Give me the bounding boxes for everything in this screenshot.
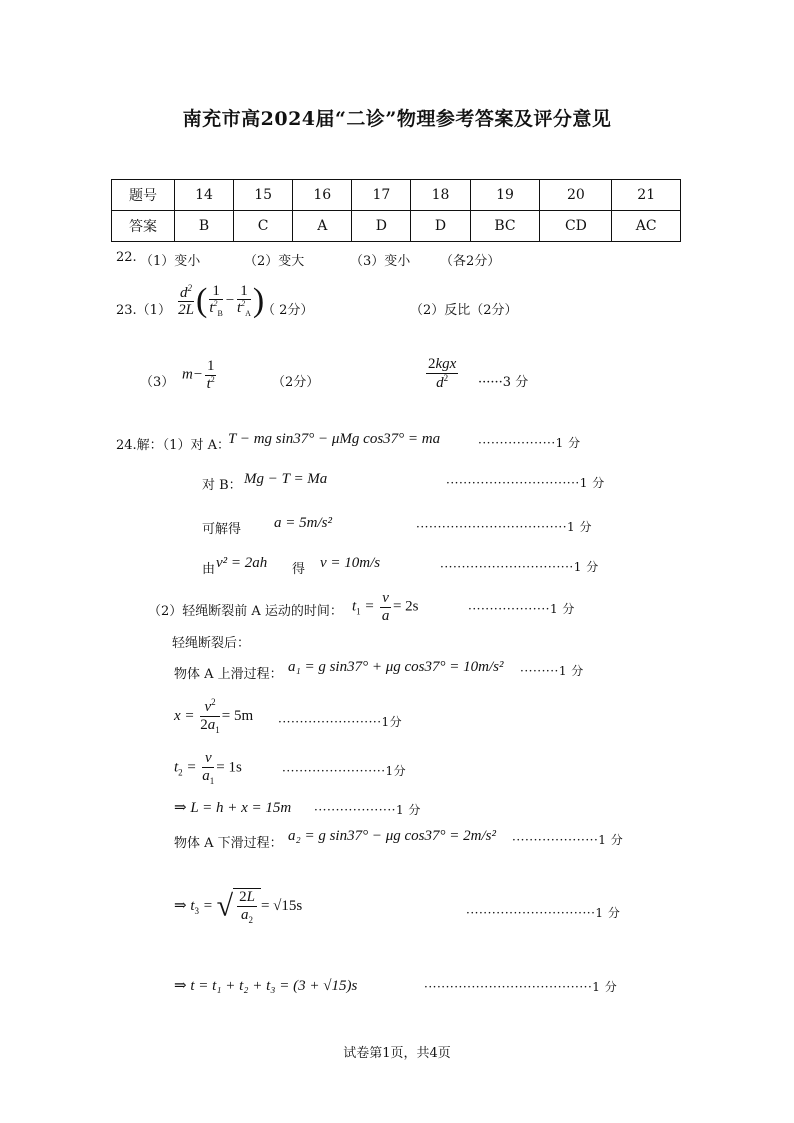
- table-cell: AC: [612, 211, 681, 242]
- q24-part2-eq-tail: = 2s: [392, 598, 419, 615]
- q24-t3-eq: ⇒ $t_3$ = √ $\frac{2L}{a_2}$ = √15s: [174, 889, 303, 925]
- q24-eq1-score: ··················1 分: [478, 436, 581, 450]
- table-cell: C: [234, 211, 293, 242]
- q24-eq1: T − mg sin37° − μMg cos37° = ma: [228, 431, 441, 447]
- q24-after-label: 轻绳断裂后：: [172, 636, 251, 651]
- q22-score: （各2分）: [440, 254, 501, 269]
- q23-number: 23.（1）: [116, 303, 171, 318]
- table-cell: 16: [293, 180, 352, 211]
- q24-down-label: 物体 A 下滑过程：: [174, 836, 283, 851]
- q24-eq4-score: ·······························1 分: [440, 560, 599, 574]
- q24-eq2-score: ·······························1 分: [446, 476, 605, 490]
- q24-part2-intro: （2）轻绳断裂前 A 运动的时间：: [148, 604, 343, 619]
- table-cell: 15: [234, 180, 293, 211]
- q24-down-eq: a₂ = g sin37° − μg cos37° = 2m/s²: [288, 828, 496, 844]
- table-cell: D: [411, 211, 470, 242]
- q24-t2-score: ························1分: [282, 764, 407, 778]
- q22-number: 22.: [116, 250, 137, 265]
- table-cell: B: [175, 211, 234, 242]
- table-cell: 21: [612, 180, 681, 211]
- q24-t3-tail: = √15s: [260, 898, 303, 915]
- table-cell: 18: [411, 180, 470, 211]
- table-cell: BC: [470, 211, 540, 242]
- table-row-answers: [112, 211, 681, 242]
- page-footer: 试卷第1页，共4页: [343, 1046, 451, 1061]
- q24-eq2: Mg − T = Ma: [244, 471, 328, 487]
- q22-part1: （1）变小: [140, 254, 201, 269]
- table-header-cell: 答案: [112, 211, 175, 242]
- q24-up-score: ·········1 分: [520, 664, 584, 678]
- q24-eq3: a = 5m/s²: [274, 515, 332, 531]
- q24-t2-tail: = 1s: [216, 759, 242, 776]
- q24-part2-eq: $t_1$ = $\frac{v}{a}$ = 2s: [352, 590, 419, 624]
- q24-L-score: ···················1 分: [314, 803, 421, 817]
- page-title: 南充市高2024届“二诊”物理参考答案及评分意见: [182, 108, 612, 130]
- q23-part3-label: （3）: [140, 375, 175, 390]
- q23-part2: （2）反比（2分）: [410, 303, 518, 318]
- table-cell: 19: [470, 180, 540, 211]
- q24-t-score: ·······································1 分: [424, 980, 618, 994]
- q23-part1-score: （ 2分）: [262, 303, 314, 318]
- q24-x-eq: x = $\frac{v^2}{2a_1}$ = 5m: [174, 697, 254, 735]
- q24-part2-score: ···················1 分: [468, 602, 575, 616]
- q24-L-eq: ⇒ L = h + x = 15m: [174, 800, 292, 816]
- q24-t2-eq: $t_2$ = $\frac{v}{a_1}$ = 1s: [174, 750, 242, 786]
- q23-part3-score: （2分）: [272, 375, 320, 390]
- q24-x-tail: = 5m: [221, 708, 254, 725]
- table-cell: 20: [540, 180, 612, 211]
- q23-part3b-score: ······3 分: [478, 375, 529, 390]
- q23-part3-formula: m− $\frac{1}{t^2}$: [182, 358, 215, 392]
- table-cell: D: [352, 211, 411, 242]
- q24-t-eq: ⇒ t = t₁ + t₂ + t₃ = (3 + √15)s: [174, 978, 358, 994]
- q24-eq3-score: ···································1 分: [416, 520, 592, 534]
- q24-eq4: v² = 2ah: [216, 555, 268, 571]
- q24-intro: 24.解：（1）对 A：: [116, 438, 230, 453]
- q24-eq3-label: 可解得: [202, 522, 242, 537]
- table-row-numbers: [112, 180, 681, 211]
- q24-down-score: ····················1 分: [512, 833, 624, 847]
- table-cell: 17: [352, 180, 411, 211]
- answer-table: [111, 179, 681, 242]
- q22-part2: （2）变大: [244, 254, 305, 269]
- q24-eq2-label: 对 B：: [202, 478, 242, 493]
- q24-eq4-label: 由: [202, 562, 216, 577]
- table-cell: 14: [175, 180, 234, 211]
- q23-formula: $\frac{d^2}{2L}$ ( $\frac{1}{t^2_B}$ − $\frac{1}{t^2_A}$ ): [178, 282, 265, 319]
- q23-part3b-formula: $\frac{\text{2kgx}}{d^2}$: [428, 356, 457, 391]
- q24-t3-score: ······························1 分: [466, 906, 621, 920]
- q24-up-label: 物体 A 上滑过程：: [174, 667, 283, 682]
- table-cell: CD: [540, 211, 612, 242]
- table-cell: A: [293, 211, 352, 242]
- q24-eq4b: v = 10m/s: [320, 555, 381, 571]
- q24-eq4-mid: 得: [292, 562, 306, 577]
- q24-x-score: ························1分: [278, 715, 403, 729]
- table-header-cell: 题号: [112, 180, 175, 211]
- q24-up-eq: a₁ = g sin37° + μg cos37° = 10m/s²: [288, 659, 504, 675]
- q22-part3: （3）变小: [350, 254, 411, 269]
